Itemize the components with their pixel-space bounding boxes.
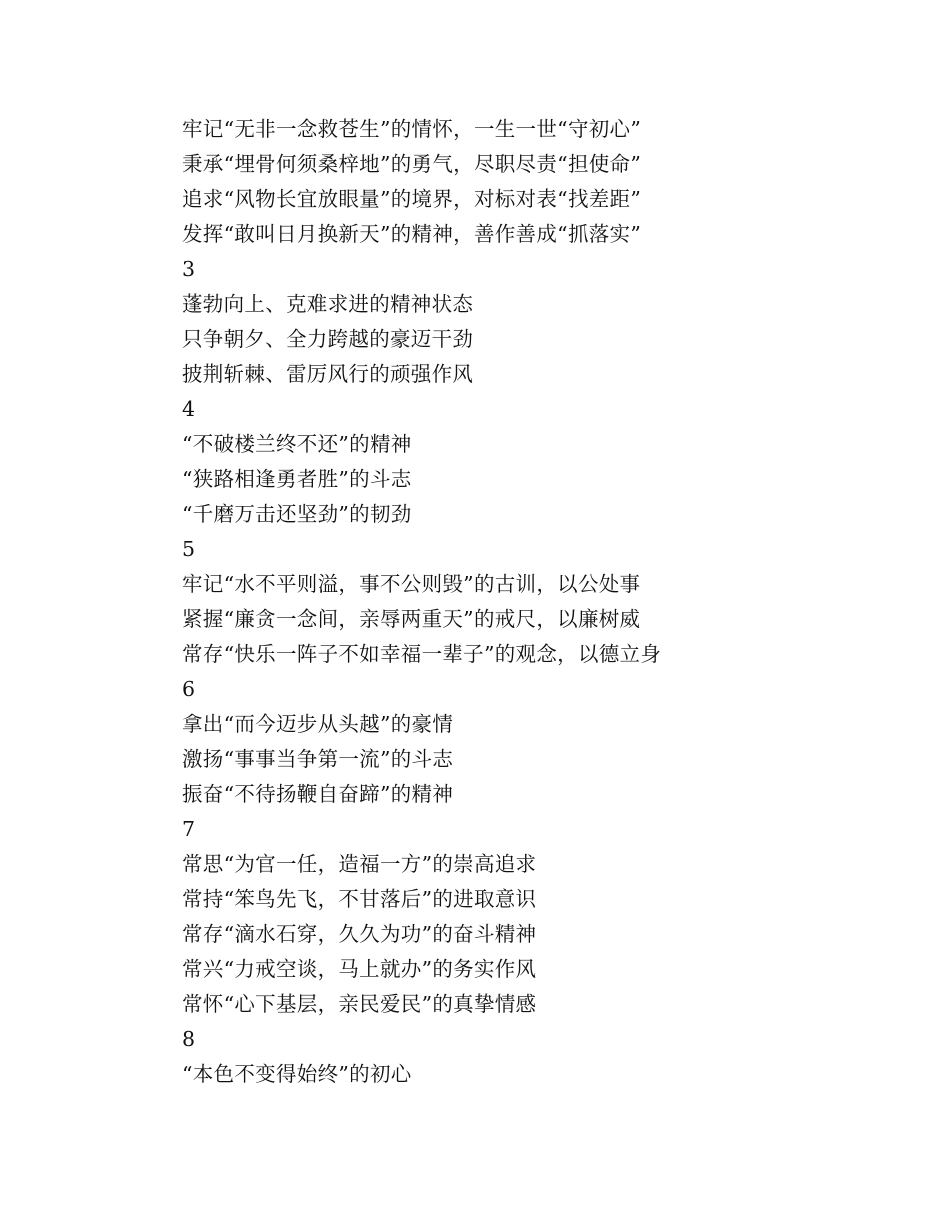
- text-line: “本色不变得始终”的初心: [182, 1062, 412, 1086]
- text-line: “不破楼兰终不还”的精神: [182, 432, 412, 456]
- text-line: 发挥“敢叫日月换新天”的精神，善作善成“抓落实”: [182, 222, 642, 246]
- text-line: 常思“为官一任，造福一方”的崇高追求: [182, 852, 537, 876]
- text-line: 牢记“无非一念救苍生”的情怀，一生一世“守初心”: [182, 117, 642, 141]
- text-line: “狭路相逢勇者胜”的斗志: [182, 467, 412, 491]
- text-line: “千磨万击还坚劲”的韧劲: [182, 502, 412, 526]
- text-line: 常存“快乐一阵子不如幸福一辈子”的观念，以德立身: [182, 642, 662, 666]
- text-line: 常怀“心下基层，亲民爱民”的真挚情感: [182, 992, 537, 1016]
- section-number: 4: [182, 397, 196, 421]
- text-line: 只争朝夕、全力跨越的豪迈干劲: [182, 327, 474, 351]
- text-line: 紧握“廉贪一念间，亲辱两重天”的戒尺，以廉树威: [182, 607, 641, 631]
- text-line: 牢记“水不平则溢，事不公则毁”的古训，以公处事: [182, 572, 641, 596]
- section-number: 3: [182, 257, 196, 281]
- text-line: 常兴“力戒空谈，马上就办”的务实作风: [182, 957, 537, 981]
- section-number: 8: [182, 1027, 196, 1051]
- section-number: 7: [182, 817, 196, 841]
- text-line: 秉承“埋骨何须桑梓地”的勇气，尽职尽责“担使命”: [182, 152, 642, 176]
- text-line: 拿出“而今迈步从头越”的豪情: [182, 712, 454, 736]
- text-line: 披荆斩棘、雷厉风行的顽强作风: [182, 362, 474, 386]
- text-line: 追求“风物长宜放眼量”的境界，对标对表“找差距”: [182, 187, 642, 211]
- section-number: 6: [182, 677, 196, 701]
- document-body: [182, 112, 882, 1092]
- text-line: 蓬勃向上、克难求进的精神状态: [182, 292, 474, 316]
- text-line: 常持“笨鸟先飞，不甘落后”的进取意识: [182, 887, 537, 911]
- text-line: 常存“滴水石穿，久久为功”的奋斗精神: [182, 922, 537, 946]
- text-line: 振奋“不待扬鞭自奋蹄”的精神: [182, 782, 454, 806]
- section-number: 5: [182, 537, 196, 561]
- text-line: 激扬“事事当争第一流”的斗志: [182, 747, 454, 771]
